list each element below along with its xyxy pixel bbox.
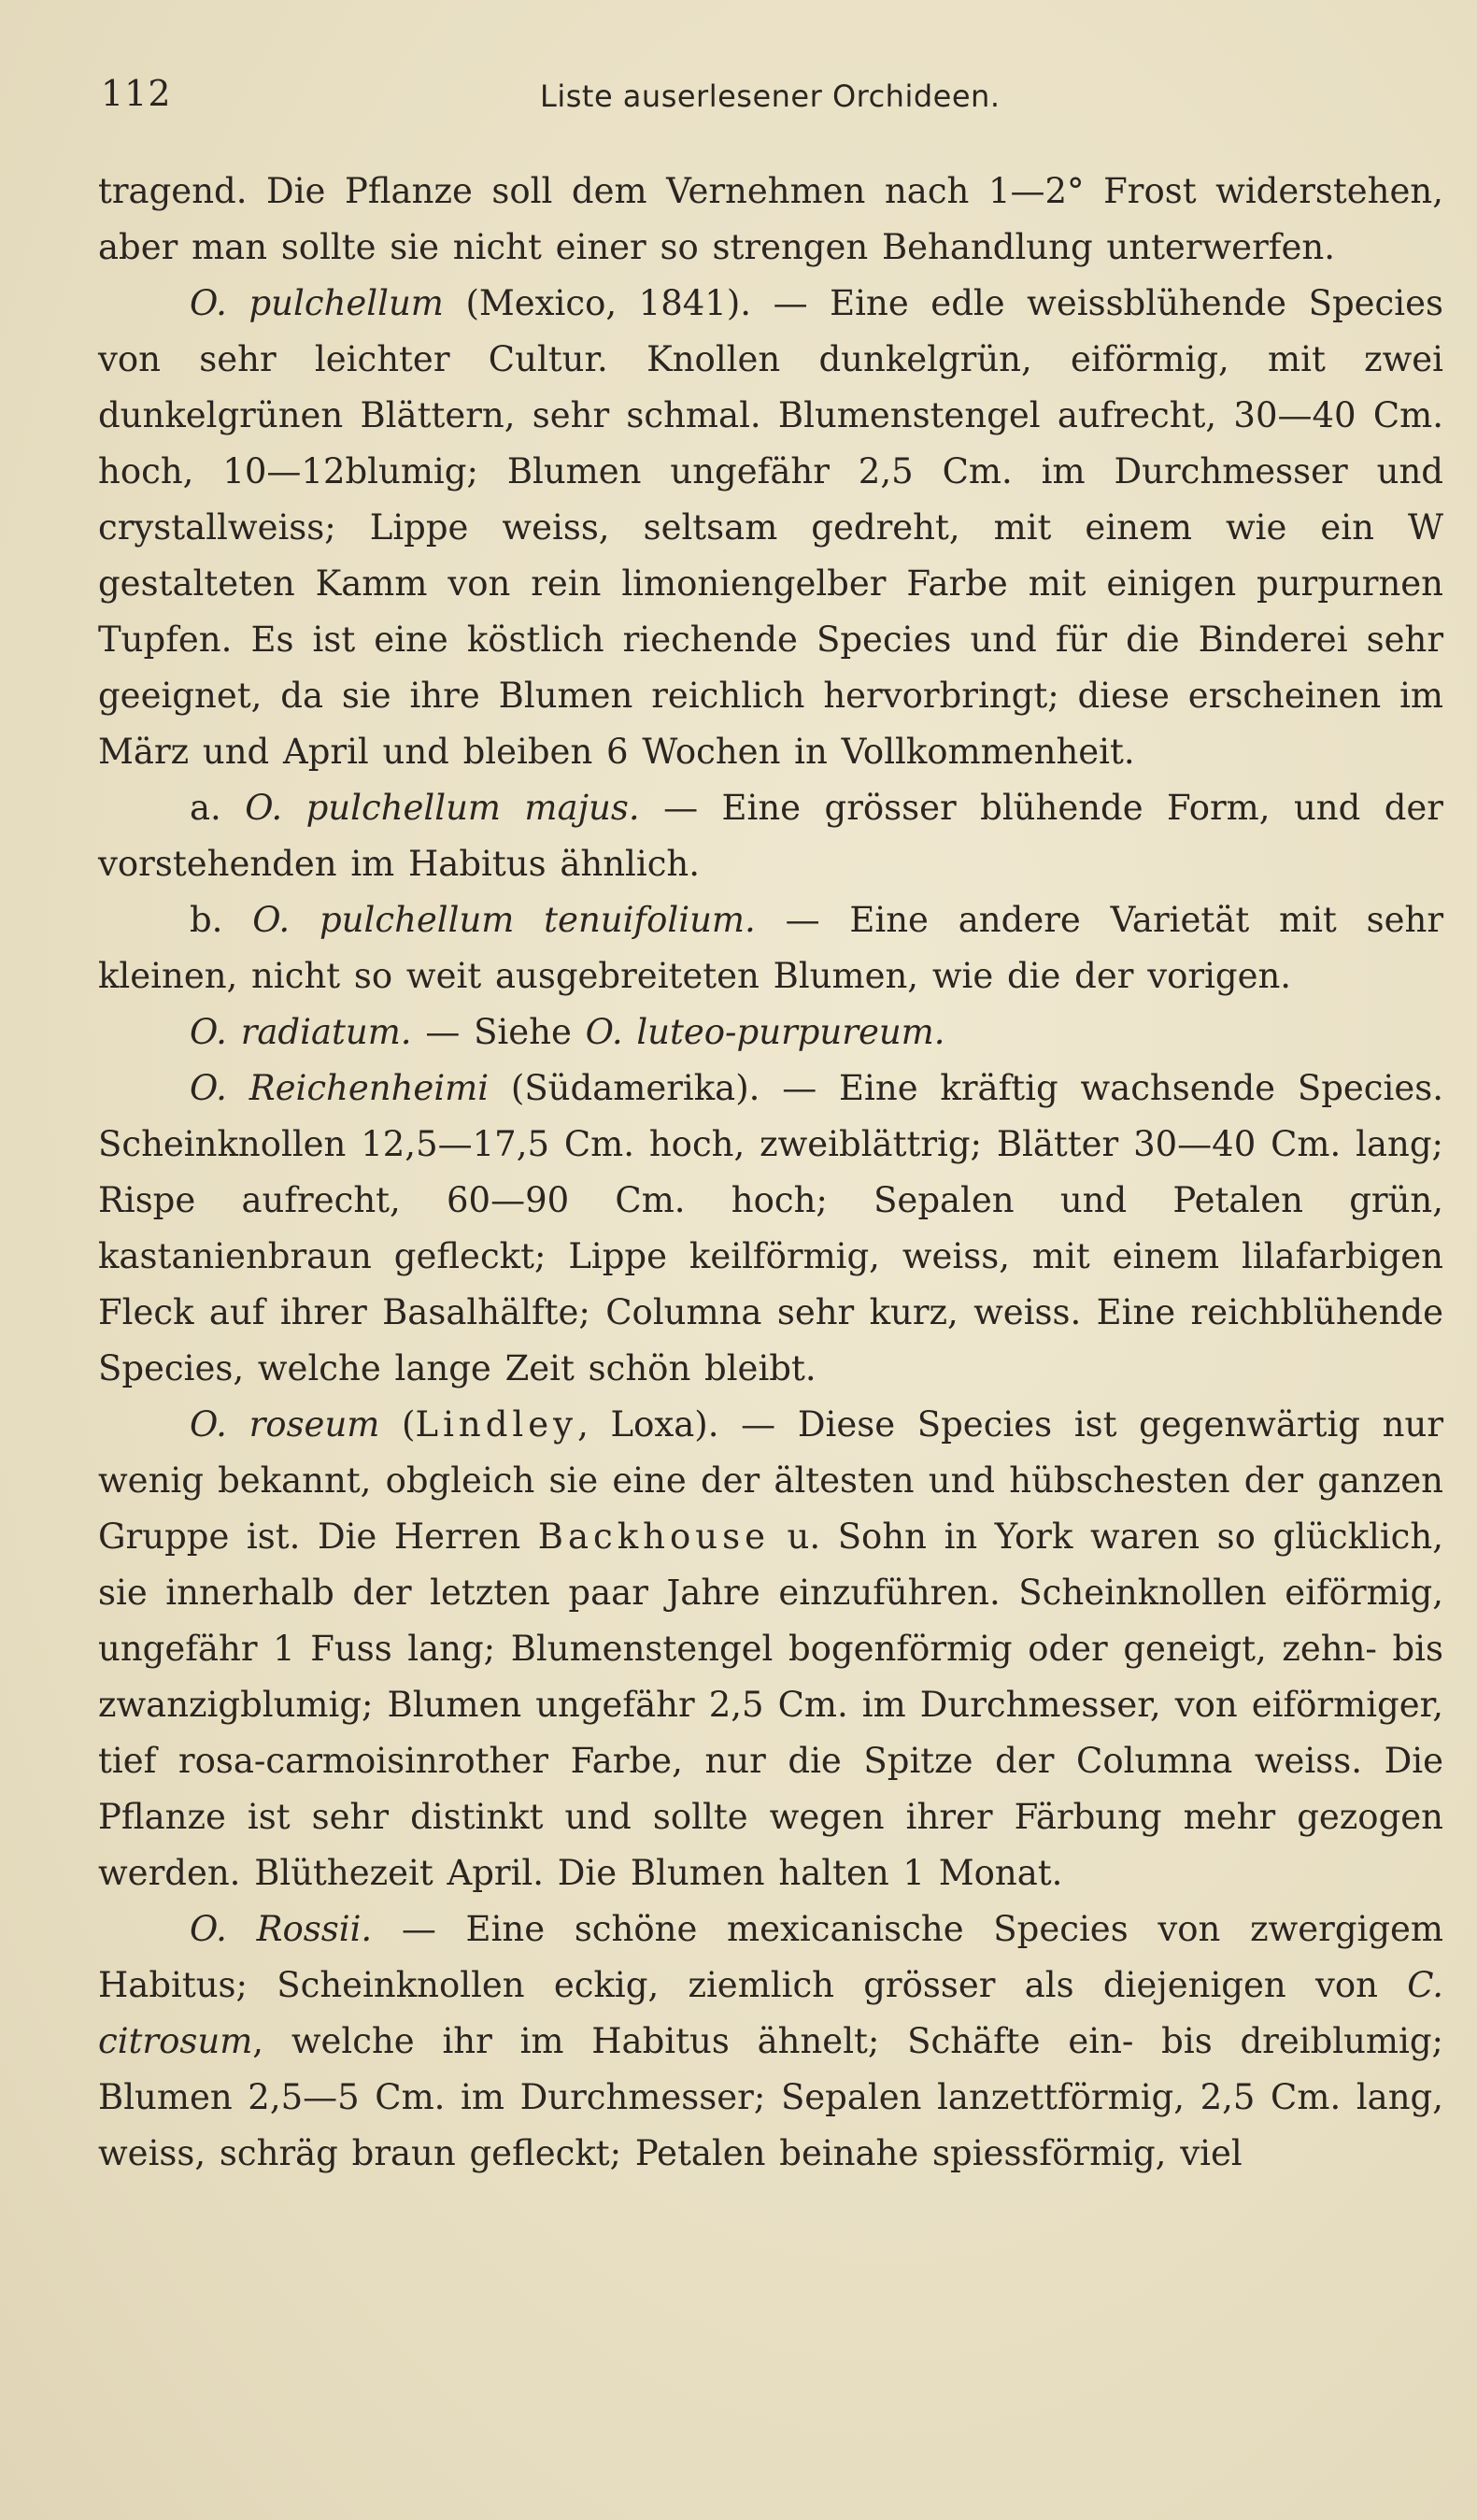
variety-marker: b. <box>190 900 253 940</box>
cross-reference-name: O. luteo-purpureum. <box>585 1012 945 1052</box>
species-name: O. pulchellum tenuifolium. <box>252 900 756 940</box>
paragraph-pulchellum <box>98 276 1443 780</box>
paragraph-rossii <box>98 1901 1443 2182</box>
variety-marker: a. <box>190 788 246 828</box>
paragraph-text: , Loxa). — Diese Species ist gegenwärtig nur wenig bekannt, obgleich sie eine der ältesten und hübschesten der ganzen Gruppe ist. Die Herren <box>98 1404 1444 1557</box>
paragraph-roseum <box>98 1397 1443 1901</box>
paragraph-text: , welche ihr im Habitus ähnelt; Schäfte ein- bis dreiblumig; Blumen 2,5—5 Cm. im Durchmesser; Sepalen lanzettförmig, 2,5 Cm. lang, weiss, schräg braun gefleckt; Petalen beinahe spiessförmig, viel <box>98 2021 1443 2173</box>
paragraph-text: u. Sohn in York waren so glücklich, sie innerhalb der letzten paar Jahre einzuführen. Scheinknollen eiförmig, ungefähr 1 Fuss lang; Blumenstengel bogenförmig oder geneigt, zehn- bis zwanzigblumig; Blumen ungefähr 2,5 Cm. im Durchmesser, von eiförmiger, tief rosa-carmoisinrother Farbe, nur die Spitze der Columna weiss. Die Pflanze ist sehr distinkt und sollte wegen ihrer Färbung mehr gezogen werden. Blüthezeit April. Die Blumen halten 1 Monat. <box>98 1516 1443 1893</box>
paragraph-text: — Eine andere Varietät mit sehr kleinen, nicht so weit ausgebreiteten Blumen, wie die der vorigen. <box>98 900 1444 996</box>
paragraph-pulchellum-tenuifolium <box>98 892 1443 1004</box>
paragraph-text: — Eine schöne mexicanische Species von zwergigem Habitus; Scheinknollen eckig, ziemlich grösser als diejenigen von <box>98 1909 1444 2005</box>
nursery-name: Backhouse <box>537 1516 770 1557</box>
running-title: Liste auserlesener Orchideen. <box>540 78 1001 114</box>
paragraph-continuation <box>98 164 1443 276</box>
paragraph-text: (Südamerika). — Eine kräftig wachsende Species. Scheinknollen 12,5—17,5 Cm. hoch, zweiblättrig; Blätter 30—40 Cm. lang; Rispe aufrecht, 60—90 Cm. hoch; Sepalen und Petalen grün, kastanienbraun gefleckt; Lippe keilförmig, weiss, mit einem lilafarbigen Fleck auf ihrer Basalhälfte; Columna sehr kurz, weiss. Eine reichblühende Species, welche lange Zeit schön bleibt. <box>98 1068 1443 1388</box>
species-name: O. pulchellum <box>190 283 444 323</box>
species-name: O. pulchellum majus. <box>245 788 640 828</box>
paragraph-text: (Mexico, 1841). — Eine edle weissblühende Species von sehr leichter Cultur. Knollen dunkelgrün, eiförmig, mit zwei dunkelgrünen Blättern, sehr schmal. Blumenstengel aufrecht, 30—40 Cm. hoch, 10—12blumig; Blumen ungefähr 2,5 Cm. im Durchmesser und crystallweiss; Lippe weiss, seltsam gedreht, mit einem wie ein W gestalteten Kamm von rein limoniengelber Farbe mit einigen purpurnen Tupfen. Es ist eine köstlich riechende Species und für die Binderei sehr geeignet, da sie ihre Blumen reichlich hervorbringt; diese erscheinen im März und April und bleiben 6 Wochen in Vollkommenheit. <box>98 283 1443 772</box>
paragraph-text: — Eine grösser blühende Form, und der vorstehenden im Habitus ähnlich. <box>98 788 1443 884</box>
paragraph-text: ( <box>379 1404 416 1445</box>
cross-reference-name: C. citrosum <box>98 1965 1443 2061</box>
species-name: O. radiatum. <box>190 1012 412 1052</box>
paragraph-radiatum <box>98 1004 1443 1061</box>
author-name: Lindley <box>415 1404 578 1445</box>
species-name: O. Rossii. <box>190 1909 373 1949</box>
paragraph-reichenheimi <box>98 1061 1443 1397</box>
species-name: O. Reichenheimi <box>190 1068 490 1108</box>
paragraph-text: tragend. Die Pflanze soll dem Vernehmen nach 1—2° Frost widerstehen, aber man sollte sie nicht einer so strengen Behandlung unterwerfen. <box>98 171 1443 267</box>
paragraph-text: — Siehe <box>411 1012 586 1052</box>
page-number: 112 <box>101 73 172 114</box>
page-header <box>101 73 1437 129</box>
paragraph-pulchellum-majus <box>98 780 1443 892</box>
species-name: O. roseum <box>190 1404 380 1445</box>
body-text <box>98 164 1443 2182</box>
